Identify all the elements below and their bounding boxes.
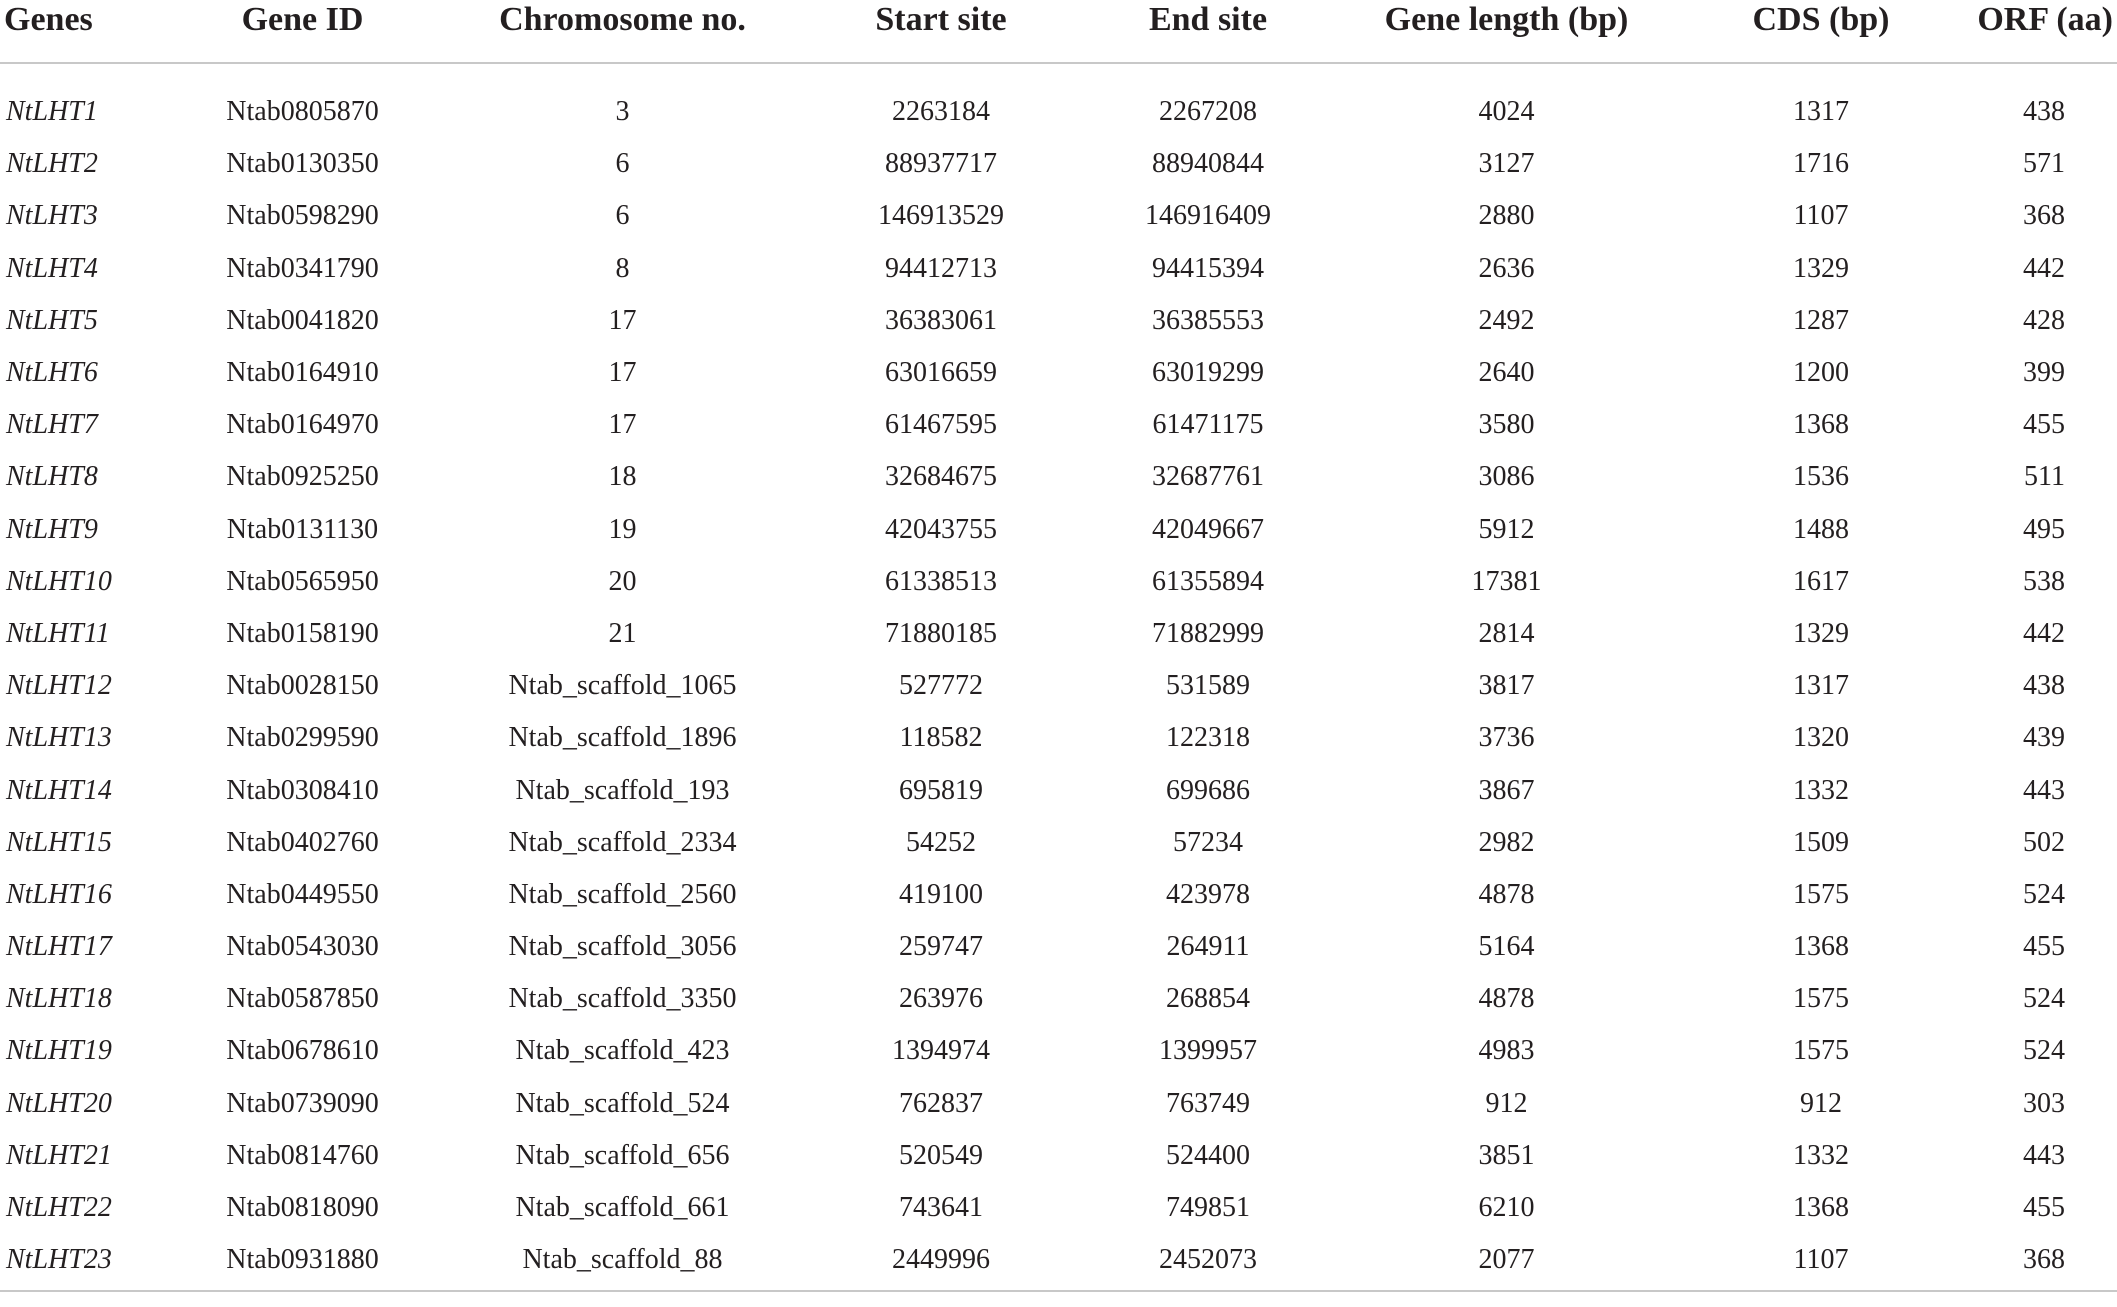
gene-id-cell: Ntab0308410 (226, 774, 379, 806)
chromosome-cell: Ntab_scaffold_193 (515, 774, 730, 806)
cds-cell: 1575 (1793, 983, 1849, 1015)
end-site-cell: 36385553 (1152, 304, 1264, 336)
header-orf: ORF (aa) (1968, 0, 2117, 63)
gene-length-cell: 2814 (1478, 617, 1535, 649)
end-site-cell: 268854 (1166, 983, 1250, 1015)
end-site-cell: 61355894 (1152, 565, 1264, 597)
start-site-cell: 743641 (899, 1192, 983, 1224)
start-site-cell: 2449996 (805, 1234, 1077, 1291)
gene-id-cell: Ntab0164910 (226, 357, 379, 389)
table-row (0, 973, 2117, 1025)
table-row (0, 295, 2117, 347)
orf-cell: 455 (2023, 931, 2065, 963)
gene-cell: NtLHT8 (6, 461, 98, 493)
chromosome-cell: Ntab_scaffold_656 (515, 1139, 730, 1171)
gene-cell: NtLHT20 (6, 1087, 112, 1119)
gene-id-cell: Ntab0130350 (226, 148, 379, 180)
gene-length-cell: 4983 (1478, 1035, 1535, 1067)
orf-cell: 524 (2023, 983, 2065, 1015)
orf-cell: 442 (2023, 252, 2065, 284)
table-row (0, 869, 2117, 921)
header-cds: CDS (bp) (1674, 0, 1968, 63)
start-site-cell: 118582 (899, 722, 983, 754)
gene-id-cell: Ntab0131130 (226, 513, 379, 545)
end-site-cell: 57234 (1173, 826, 1243, 858)
gene-id-cell: Ntab0164970 (226, 409, 379, 441)
end-site-cell: 94415394 (1152, 252, 1264, 284)
table-row (0, 921, 2117, 973)
orf-cell: 368 (2023, 200, 2065, 232)
cds-cell: 1368 (1793, 931, 1849, 963)
cds-cell: 1575 (1793, 1035, 1849, 1067)
chromosome-cell: Ntab_scaffold_2560 (508, 878, 737, 910)
chromosome-cell: Ntab_scaffold_423 (515, 1035, 730, 1067)
gene-cell: NtLHT23 (0, 1234, 165, 1291)
table-row (0, 451, 2117, 503)
orf-cell: 442 (2023, 617, 2065, 649)
table-row (0, 1025, 2117, 1077)
gene-id-cell: Ntab0931880 (165, 1234, 440, 1291)
start-site-cell: 520549 (899, 1139, 983, 1171)
cds-cell: 1107 (1793, 200, 1849, 232)
chromosome-cell: 17 (608, 409, 637, 441)
chromosome-cell: 17 (608, 357, 637, 389)
cds-cell: 1368 (1793, 409, 1849, 441)
start-site-cell: 263976 (899, 983, 983, 1015)
start-site-cell: 61338513 (885, 565, 997, 597)
orf-cell: 443 (2023, 774, 2065, 806)
table-row (0, 817, 2117, 869)
start-site-cell: 2263184 (892, 96, 990, 128)
chromosome-cell: Ntab_scaffold_661 (515, 1192, 730, 1224)
gene-length-cell: 4878 (1478, 878, 1535, 910)
gene-id-cell: Ntab0041820 (226, 304, 379, 336)
end-site-cell: 42049667 (1152, 513, 1264, 545)
orf-cell: 303 (2023, 1087, 2065, 1119)
cds-cell: 1317 (1793, 96, 1849, 128)
chromosome-cell: 19 (608, 513, 637, 545)
cds-cell: 1329 (1793, 252, 1849, 284)
table-body (0, 63, 2117, 1291)
gene-length-cell: 3817 (1478, 670, 1535, 702)
orf-cell: 571 (2023, 148, 2065, 180)
header-row (0, 0, 2117, 63)
start-site-cell: 94412713 (885, 252, 997, 284)
table-row (0, 190, 2117, 242)
end-site-cell: 2267208 (1159, 96, 1257, 128)
end-site-cell: 88940844 (1152, 148, 1264, 180)
gene-cell: NtLHT4 (6, 252, 98, 284)
cds-cell: 1716 (1793, 148, 1849, 180)
chromosome-cell: Ntab_scaffold_3056 (508, 931, 737, 963)
table-row (0, 399, 2117, 451)
cds-cell: 1332 (1793, 774, 1849, 806)
gene-length-cell: 3736 (1478, 722, 1535, 754)
end-site-cell: 264911 (1166, 931, 1250, 963)
orf-cell: 524 (2023, 1035, 2065, 1067)
header-end-site: End site (1077, 0, 1339, 63)
chromosome-cell: 18 (608, 461, 637, 493)
gene-cell: NtLHT16 (6, 878, 112, 910)
cds-cell: 1329 (1793, 617, 1849, 649)
gene-cell: NtLHT11 (6, 617, 110, 649)
gene-id-cell: Ntab0402760 (226, 826, 379, 858)
cds-cell: 1536 (1793, 461, 1849, 493)
table-row (0, 1078, 2117, 1130)
cds-cell: 1107 (1674, 1234, 1968, 1291)
gene-length-cell: 2077 (1339, 1234, 1674, 1291)
gene-cell: NtLHT21 (6, 1139, 112, 1171)
cds-cell: 1320 (1793, 722, 1849, 754)
end-site-cell: 763749 (1166, 1087, 1250, 1119)
table-row (0, 243, 2117, 295)
chromosome-cell: Ntab_scaffold_524 (515, 1087, 730, 1119)
end-site-cell: 423978 (1166, 878, 1250, 910)
gene-length-cell: 912 (1485, 1087, 1528, 1119)
gene-cell: NtLHT14 (6, 774, 112, 806)
start-site-cell: 527772 (899, 670, 983, 702)
orf-cell: 438 (2023, 670, 2065, 702)
table-row (0, 556, 2117, 608)
start-site-cell: 54252 (906, 826, 976, 858)
start-site-cell: 419100 (899, 878, 983, 910)
cds-cell: 912 (1800, 1087, 1842, 1119)
gene-cell: NtLHT9 (6, 513, 98, 545)
gene-id-cell: Ntab0341790 (226, 252, 379, 284)
orf-cell: 455 (2023, 409, 2065, 441)
start-site-cell: 36383061 (885, 304, 997, 336)
gene-cell: NtLHT6 (6, 357, 98, 389)
gene-length-cell: 3851 (1478, 1139, 1535, 1171)
table-row (0, 1234, 2117, 1291)
orf-cell: 455 (2023, 1192, 2065, 1224)
gene-length-cell: 2880 (1478, 200, 1535, 232)
gene-cell: NtLHT10 (6, 565, 112, 597)
gene-id-cell: Ntab0598290 (226, 200, 379, 232)
gene-length-cell: 4878 (1478, 983, 1535, 1015)
header-genes: Genes (0, 0, 165, 63)
gene-id-cell: Ntab0543030 (226, 931, 379, 963)
chromosome-cell: Ntab_scaffold_1065 (508, 670, 737, 702)
gene-id-cell: Ntab0925250 (226, 461, 379, 493)
gene-cell: NtLHT17 (6, 931, 112, 963)
start-site-cell: 1394974 (892, 1035, 990, 1067)
gene-cell: NtLHT5 (6, 304, 98, 336)
orf-cell: 428 (2023, 304, 2065, 336)
gene-cell: NtLHT13 (6, 722, 112, 754)
table-row (0, 1182, 2117, 1234)
header-chromosome-no: Chromosome no. (440, 0, 805, 63)
start-site-cell: 71880185 (885, 617, 997, 649)
chromosome-cell: 3 (615, 96, 630, 128)
cds-cell: 1317 (1793, 670, 1849, 702)
table-row (0, 1130, 2117, 1182)
gene-id-cell: Ntab0587850 (226, 983, 379, 1015)
table-row (0, 504, 2117, 556)
gene-cell: NtLHT22 (6, 1192, 112, 1224)
gene-id-cell: Ntab0814760 (226, 1139, 379, 1171)
chromosome-cell: 21 (608, 617, 637, 649)
gene-length-cell: 17381 (1471, 565, 1542, 597)
table-row (0, 347, 2117, 399)
gene-length-cell: 2492 (1478, 304, 1535, 336)
gene-cell: NtLHT7 (6, 409, 98, 441)
orf-cell: 399 (2023, 357, 2065, 389)
gene-length-cell: 3086 (1478, 461, 1535, 493)
chromosome-cell: Ntab_scaffold_2334 (508, 826, 737, 858)
end-site-cell: 2452073 (1077, 1234, 1339, 1291)
cds-cell: 1488 (1793, 513, 1849, 545)
start-site-cell: 762837 (899, 1087, 983, 1119)
gene-length-cell: 2640 (1478, 357, 1535, 389)
end-site-cell: 524400 (1166, 1139, 1250, 1171)
orf-cell: 538 (2023, 565, 2065, 597)
orf-cell: 439 (2023, 722, 2065, 754)
header-gene-length: Gene length (bp) (1339, 0, 1674, 63)
chromosome-cell: 20 (608, 565, 637, 597)
cds-cell: 1575 (1793, 878, 1849, 910)
gene-cell: NtLHT3 (6, 200, 98, 232)
gene-id-cell: Ntab0299590 (226, 722, 379, 754)
cds-cell: 1200 (1793, 357, 1849, 389)
gene-length-cell: 5164 (1478, 931, 1535, 963)
gene-id-cell: Ntab0739090 (226, 1087, 379, 1119)
table-row (0, 764, 2117, 816)
orf-cell: 438 (2023, 96, 2065, 128)
gene-cell: NtLHT18 (6, 983, 112, 1015)
header-gene-id: Gene ID (165, 0, 440, 63)
chromosome-cell: Ntab_scaffold_1896 (508, 722, 737, 754)
orf-cell: 511 (2024, 461, 2065, 493)
gene-length-cell: 5912 (1478, 513, 1535, 545)
end-site-cell: 122318 (1166, 722, 1250, 754)
table-row (0, 660, 2117, 712)
orf-cell: 502 (2023, 826, 2065, 858)
orf-cell: 495 (2023, 513, 2065, 545)
table-row (0, 608, 2117, 660)
start-site-cell: 259747 (899, 931, 983, 963)
chromosome-cell: Ntab_scaffold_3350 (508, 983, 737, 1015)
end-site-cell: 71882999 (1152, 617, 1264, 649)
end-site-cell: 61471175 (1152, 409, 1264, 441)
chromosome-cell: 6 (615, 148, 630, 180)
chromosome-cell: 17 (608, 304, 637, 336)
header-start-site: Start site (805, 0, 1077, 63)
cds-cell: 1332 (1793, 1139, 1849, 1171)
cds-cell: 1617 (1793, 565, 1849, 597)
start-site-cell: 695819 (899, 774, 983, 806)
table-row (0, 63, 2117, 138)
cds-cell: 1509 (1793, 826, 1849, 858)
gene-id-cell: Ntab0158190 (226, 617, 379, 649)
start-site-cell: 32684675 (885, 461, 997, 493)
cds-cell: 1368 (1793, 1192, 1849, 1224)
orf-cell: 524 (2023, 878, 2065, 910)
gene-id-cell: Ntab0028150 (226, 670, 379, 702)
gene-cell: NtLHT15 (6, 826, 112, 858)
table-row (0, 712, 2117, 764)
start-site-cell: 42043755 (885, 513, 997, 545)
end-site-cell: 63019299 (1152, 357, 1264, 389)
gene-length-cell: 3867 (1478, 774, 1535, 806)
gene-id-cell: Ntab0449550 (226, 878, 379, 910)
gene-id-cell: Ntab0678610 (226, 1035, 379, 1067)
gene-length-cell: 3127 (1478, 148, 1535, 180)
start-site-cell: 88937717 (885, 148, 997, 180)
end-site-cell: 146916409 (1145, 200, 1271, 232)
end-site-cell: 32687761 (1152, 461, 1264, 493)
start-site-cell: 61467595 (885, 409, 997, 441)
chromosome-cell: 6 (615, 200, 630, 232)
gene-id-cell: Ntab0565950 (226, 565, 379, 597)
gene-id-cell: Ntab0805870 (226, 96, 379, 128)
gene-id-cell: Ntab0818090 (226, 1192, 379, 1224)
gene-length-cell: 2982 (1478, 826, 1535, 858)
gene-length-cell: 3580 (1478, 409, 1535, 441)
chromosome-cell: Ntab_scaffold_88 (440, 1234, 805, 1291)
table-row (0, 138, 2117, 190)
end-site-cell: 699686 (1166, 774, 1250, 806)
gene-cell: NtLHT12 (6, 670, 112, 702)
orf-cell: 368 (1968, 1234, 2117, 1291)
gene-cell: NtLHT19 (6, 1035, 112, 1067)
gene-cell: NtLHT1 (6, 96, 98, 128)
chromosome-cell: 8 (615, 252, 630, 284)
cds-cell: 1287 (1793, 304, 1849, 336)
start-site-cell: 146913529 (878, 200, 1004, 232)
orf-cell: 443 (2023, 1139, 2065, 1171)
end-site-cell: 749851 (1166, 1192, 1250, 1224)
gene-length-cell: 6210 (1478, 1192, 1535, 1224)
gene-cell: NtLHT2 (6, 148, 98, 180)
table-header (0, 0, 2117, 63)
gene-length-cell: 2636 (1478, 252, 1535, 284)
start-site-cell: 63016659 (885, 357, 997, 389)
end-site-cell: 1399957 (1159, 1035, 1257, 1067)
end-site-cell: 531589 (1166, 670, 1250, 702)
gene-length-cell: 4024 (1478, 96, 1535, 128)
